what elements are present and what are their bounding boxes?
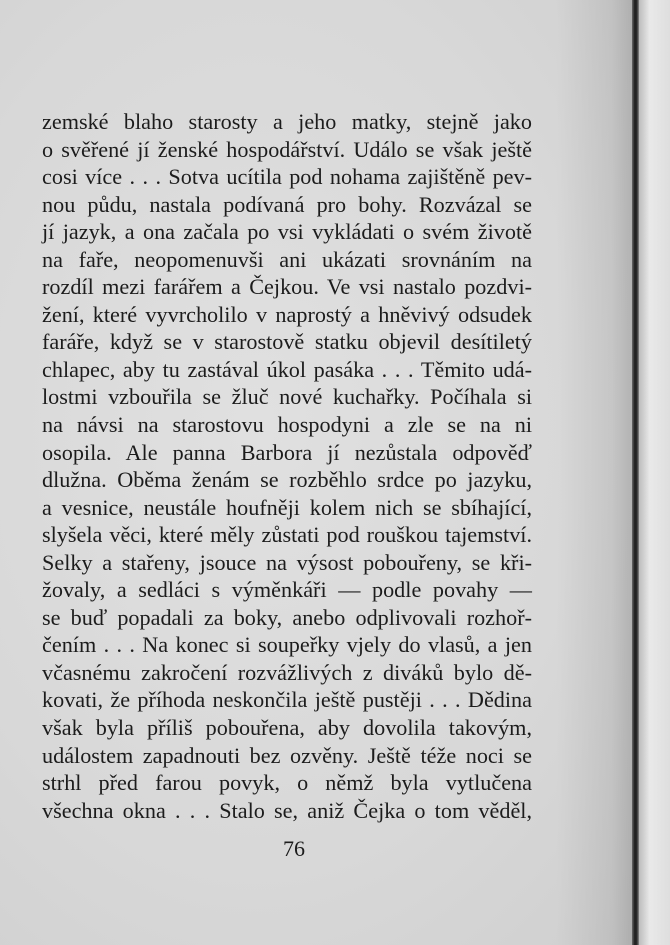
text-line: a vesnice, neustále houfněji kolem nich se sbíhající,: [42, 494, 532, 520]
text-line: kovati, že příhoda neskončila ještě pustěji . . . Dědina: [42, 687, 532, 713]
text-line: dlužna. Oběma ženám se rozběhlo srdce po jazyku,: [42, 467, 532, 493]
text-line: událostem zapadnouti bez ozvěny. Ještě téže noci se: [42, 742, 532, 768]
text-line: jí jazyk, a ona začala po vsi vykládati o svém životě: [42, 219, 532, 245]
text-line: však byla příliš pobouřena, aby dovolila takovým,: [42, 715, 532, 741]
text-line: žení, které vyvrcholilo v naprostý a hněvivý odsudek: [42, 301, 532, 327]
text-line: na faře, neopomenuvši ani ukázati srovnáním na: [42, 246, 532, 272]
text-line: o svěřené jí ženské hospodářství. Událo se však ještě: [42, 136, 532, 162]
text-line: Selky a stařeny, jsouce na výsost pobouřeny, se kři-: [42, 549, 532, 575]
body-text: [42, 108, 532, 824]
text-line: chlapec, aby tu zastával úkol pasáka . . . Těmito udá-: [42, 356, 532, 382]
page-edge-shadow: [632, 0, 639, 945]
text-line: nou půdu, nastala podívaná pro bohy. Rozvázal se: [42, 191, 532, 217]
text-line: včasnému zakročení rozvážlivých z diváků bylo dě-: [42, 659, 532, 685]
text-line: čením . . . Na konec si soupeřky vjely do vlasů, a jen: [42, 632, 532, 658]
text-line: lostmi vzbouřila se žluč nové kuchařky. Počíhala si: [42, 384, 532, 410]
page-number: 76: [283, 836, 305, 861]
text-line: osopila. Ale panna Barbora jí nezůstala odpověď: [42, 439, 532, 465]
text-line: strhl před farou povyk, o němž byla vytlučena: [42, 770, 532, 796]
text-line: faráře, když se v starostově statku objevil desítiletý: [42, 329, 532, 355]
text-line: na návsi na starostovu hospodyni a zle se na ni: [42, 412, 532, 438]
text-line: všechna okna . . . Stalo se, aniž Čejka o tom věděl,: [42, 797, 532, 823]
text-line: slyšela věci, které měly zůstati pod rouškou tajemství.: [42, 522, 532, 548]
adjacent-page-edge: [639, 0, 670, 945]
text-line: se buď popadali za boky, anebo odplivovali rozhoř-: [42, 604, 532, 630]
text-line: žovaly, a sedláci s výměnkáři — podle povahy —: [42, 577, 532, 603]
text-line: rozdíl mezi farářem a Čejkou. Ve vsi nastalo pozdvi-: [42, 274, 532, 300]
text-line: zemské blaho starosty a jeho matky, stejně jako: [42, 109, 532, 134]
text-line: cosi více . . . Sotva ucítila pod nohama zajištěně pev-: [42, 164, 532, 190]
